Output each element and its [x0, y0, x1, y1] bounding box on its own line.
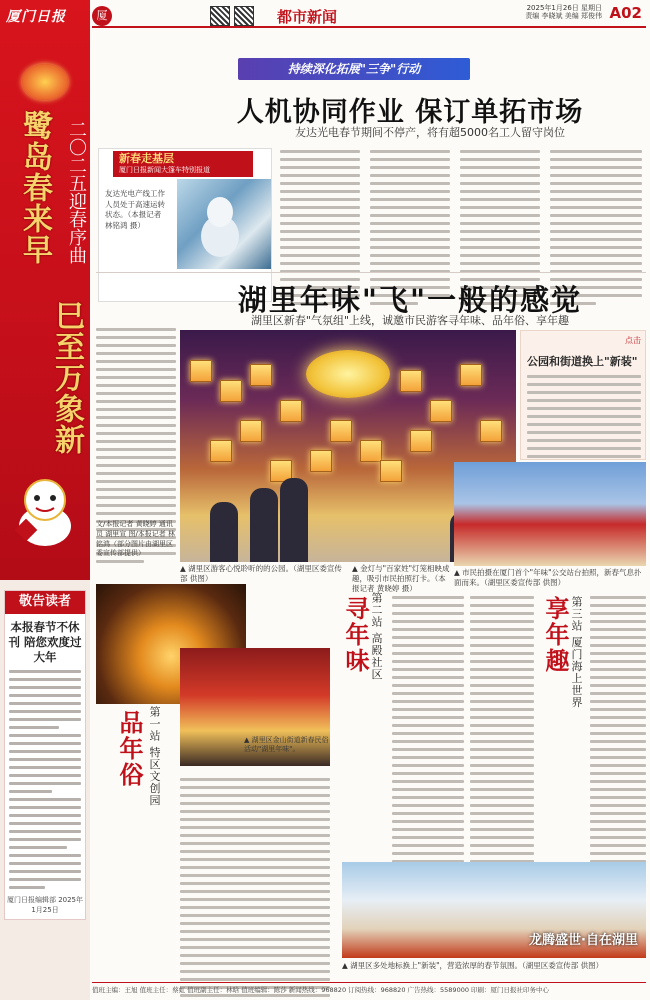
snake-mascot-icon [12, 470, 78, 550]
section-2-title: 寻年味 [341, 596, 370, 674]
story2-credits: 文/本报记者 黄晓婷 通讯员 湖里宣 图/本报记者 林铭鸿（部分图片由湖里区委宣传部提供） [96, 520, 176, 558]
main-photo-caption-2: ▲ 金灯与"百家姓"灯笼相映成趣，吸引市民拍照打卡。（本报记者 黄晓婷 摄） [352, 564, 450, 594]
reader-notice [4, 590, 86, 920]
section-2-caption: ▲ 湖里区金山街道新春民俗活动"湖里年味"。 [244, 736, 329, 754]
section-3-title: 享年趣 [541, 596, 570, 674]
person-figure [210, 502, 238, 562]
section-3-sub: 第三站 厦门海上世界 [570, 596, 583, 709]
photo-caption-1: 友达光电产线工作人员处于高速运转状态。（本报记者 林铭鸿 摄） [105, 189, 165, 230]
qr-code-icon [234, 6, 254, 26]
section-3-caption: ▲ 湖里区多处地标换上"新装"，营造浓厚的春节氛围。（湖里区委宣传部 供图） [342, 961, 604, 970]
couplet-line-2: 巳至万象新 [49, 300, 84, 455]
date-line [447, 4, 602, 21]
notice-date: 厦门日报编辑部 2025年1月25日 [6, 895, 84, 914]
page-footer: 值班主编：王旭 值班主任：蔡虹 值班副主任：林晗 值班编辑：陈莎 新闻热线：968820 订阅热线：968820 广告热线：5589000 印刷：厦门日报社印务中心 [92, 982, 646, 998]
photo-tag [113, 151, 253, 177]
notice-body-text [9, 670, 81, 889]
section-title: 都市新闻 [277, 8, 338, 26]
masthead: 厦门日报 [6, 9, 66, 25]
couplet-main [17, 110, 52, 265]
paper-logo-icon: 厦 [92, 6, 112, 26]
notice-title: 本报春节不休刊 陪您欢度过大年 [8, 619, 82, 664]
lantern-flower-icon [306, 350, 390, 398]
section-1-text [180, 778, 330, 1000]
section-1-sub: 第一站 特区文创园 [148, 706, 161, 807]
red-banner [0, 0, 90, 580]
lantern-icon [22, 64, 68, 100]
headline-2[interactable]: 湖里年味"飞"一般的感觉 [237, 283, 583, 317]
couplet-main-2 [49, 300, 84, 455]
main-photo-caption: ▲ 湖里区游客心悦聆听的的公园。（湖里区委宣传部 供图） [180, 564, 342, 584]
subheadline-1: 友达光电春节期间不停产，将有超5000名工人留守岗位 [295, 126, 565, 139]
landmark-overlay-text: 龙腾盛世·自在湖里 [529, 933, 638, 948]
photo-tag-title: 新春走基层 [119, 152, 174, 165]
section-divider [96, 272, 646, 273]
notice-tag: 敬告读者 [5, 591, 85, 614]
park-subtitle: 公园和街道换上"新装" [527, 355, 638, 368]
headline-1[interactable]: 人机协同作业 保订单拓市场 [236, 97, 584, 128]
person-figure [250, 488, 278, 562]
bus-stop-photo[interactable] [454, 462, 646, 566]
section-1-title: 品年俗 [115, 710, 144, 788]
left-column [0, 0, 90, 1000]
campaign-banner: 持续深化拓展"三争"行动 [238, 58, 470, 80]
couplet-side: 二〇二五迎春序曲 [66, 120, 87, 264]
factory-worker-photo[interactable] [177, 179, 271, 269]
subheadline-2: 湖里区新春"气氛组"上线，诚邀市民游客寻年味、品年俗、享年趣 [250, 314, 570, 327]
photo-tag-sub: 厦门日报新闻大篷车特别报道 [119, 165, 210, 174]
landmark-photo[interactable] [342, 862, 646, 958]
page-header [92, 4, 646, 28]
park-sidebar [520, 330, 646, 460]
editor-credits: 责编 李晓斌 美编 郑俊伟 [525, 12, 602, 21]
page-number: A02 [609, 4, 642, 22]
bus-stop-caption: ▲ 市民拍摄在厦门首个"年味"公交站台拍照，新春气息扑面而来。（湖里区委宣传部 供图） [454, 568, 642, 588]
section-2-sub: 第二站 高殿社区 [370, 592, 383, 681]
person-figure [280, 478, 308, 562]
pin-label[interactable]: 点击 [625, 336, 641, 345]
qr-code-icon [210, 6, 230, 26]
issue-date: 2025年1月26日 星期日 [526, 4, 602, 12]
couplet-line-1: 鹭岛春来早 [17, 110, 52, 265]
